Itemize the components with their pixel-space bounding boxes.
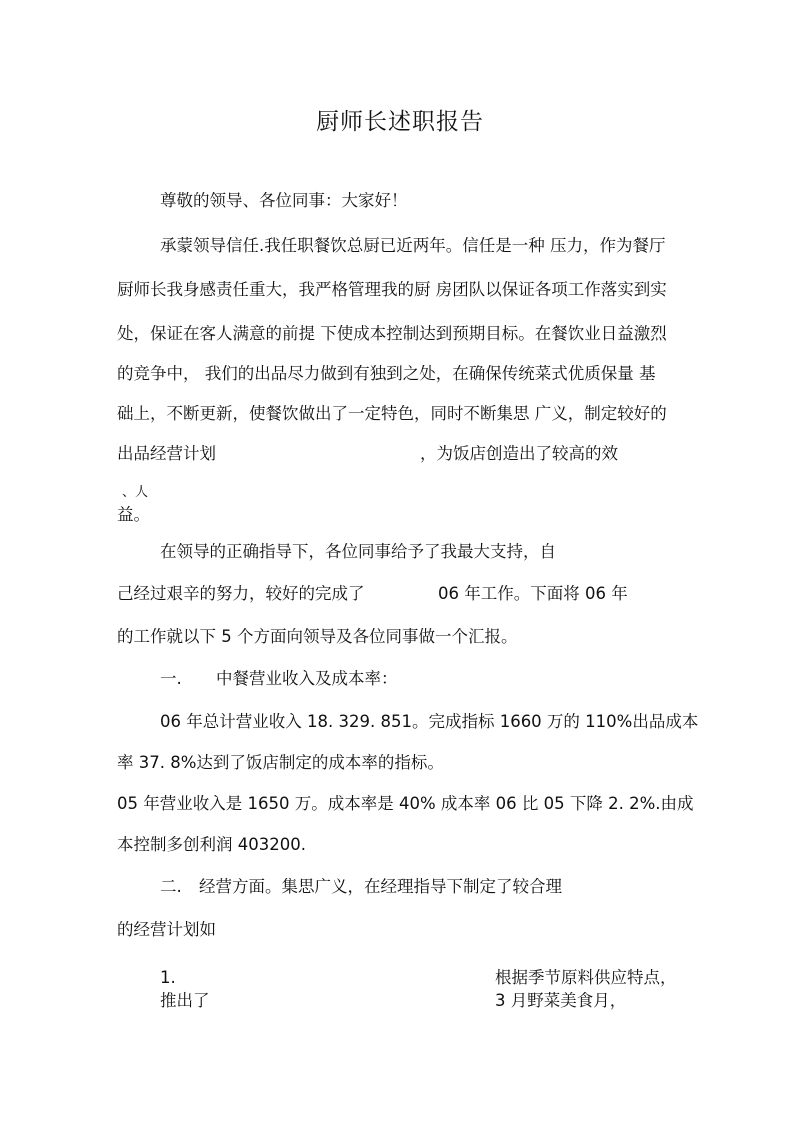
para1-line6-right: ，为饭店创造出了较高的效	[420, 444, 618, 463]
section1-heading: 中餐营业收入及成本率：	[216, 669, 398, 688]
para2-line1: 在领导的正确指导下，各位同事给予了我最大支持，自	[160, 542, 556, 561]
section2-heading: 经营方面。集思广义，在经理指导下制定了较合理	[199, 877, 562, 896]
section2-line2: 的经营计划如	[117, 920, 216, 939]
item1-right-line1: 根据季节原料供应特点，	[495, 968, 677, 987]
para1-line7: 益。	[117, 505, 150, 524]
item1-left-text: 推出了	[160, 991, 210, 1010]
para1-line4: 的竞争中， 我们的出品尽力做到有独到之处，在确保传统菜式优质保量 基	[117, 364, 656, 383]
para1-line2: 厨师长我身感责任重大，我严格管理我的厨 房团队以保证各项工作落实到实	[117, 280, 667, 299]
section1-line3: 05 年营业收入是 1650 万。成本率是 40% 成本率 06 比 05 下降 2. 2%.由成	[117, 794, 694, 813]
para2-line3: 的工作就以下 5 个方面向领导及各位同事做一个汇报。	[117, 627, 518, 646]
section1-number: 一.	[160, 669, 182, 688]
section1-line4: 本控制多创利润 403200.	[117, 835, 306, 854]
stray-fragment: 、人	[122, 485, 149, 500]
item1-number: 1.	[160, 968, 176, 987]
greeting: 尊敬的领导、各位同事：大家好！	[160, 191, 408, 210]
page-title: 厨师长述职报告	[316, 109, 484, 135]
para1-line5: 础上，不断更新，使餐饮做出了一定特色，同时不断集思 广义，制定较好的	[117, 404, 667, 423]
para1-line1: 承蒙领导信任.我任职餐饮总厨已近两年。信任是一种 压力，作为餐厅	[160, 236, 666, 255]
section1-line1: 06 年总计营业收入 18. 329. 851。完成指标 1660 万的 110%出品成本	[160, 712, 699, 731]
para2-line2-left: 己经过艰辛的努力，较好的完成了	[117, 584, 365, 603]
para1-line3: 处，保证在客人满意的前提 下使成本控制达到预期目标。在餐饮业日益激烈	[117, 324, 667, 343]
item1-right-line2: 3 月野菜美食月，	[495, 991, 627, 1010]
para2-line2-right: 06 年工作。下面将 06 年	[438, 584, 628, 603]
section1-line2: 率 37. 8%达到了饭店制定的成本率的指标。	[117, 753, 444, 772]
para1-line6-left: 出品经营计划	[117, 444, 216, 463]
section2-number: 二.	[160, 877, 182, 896]
